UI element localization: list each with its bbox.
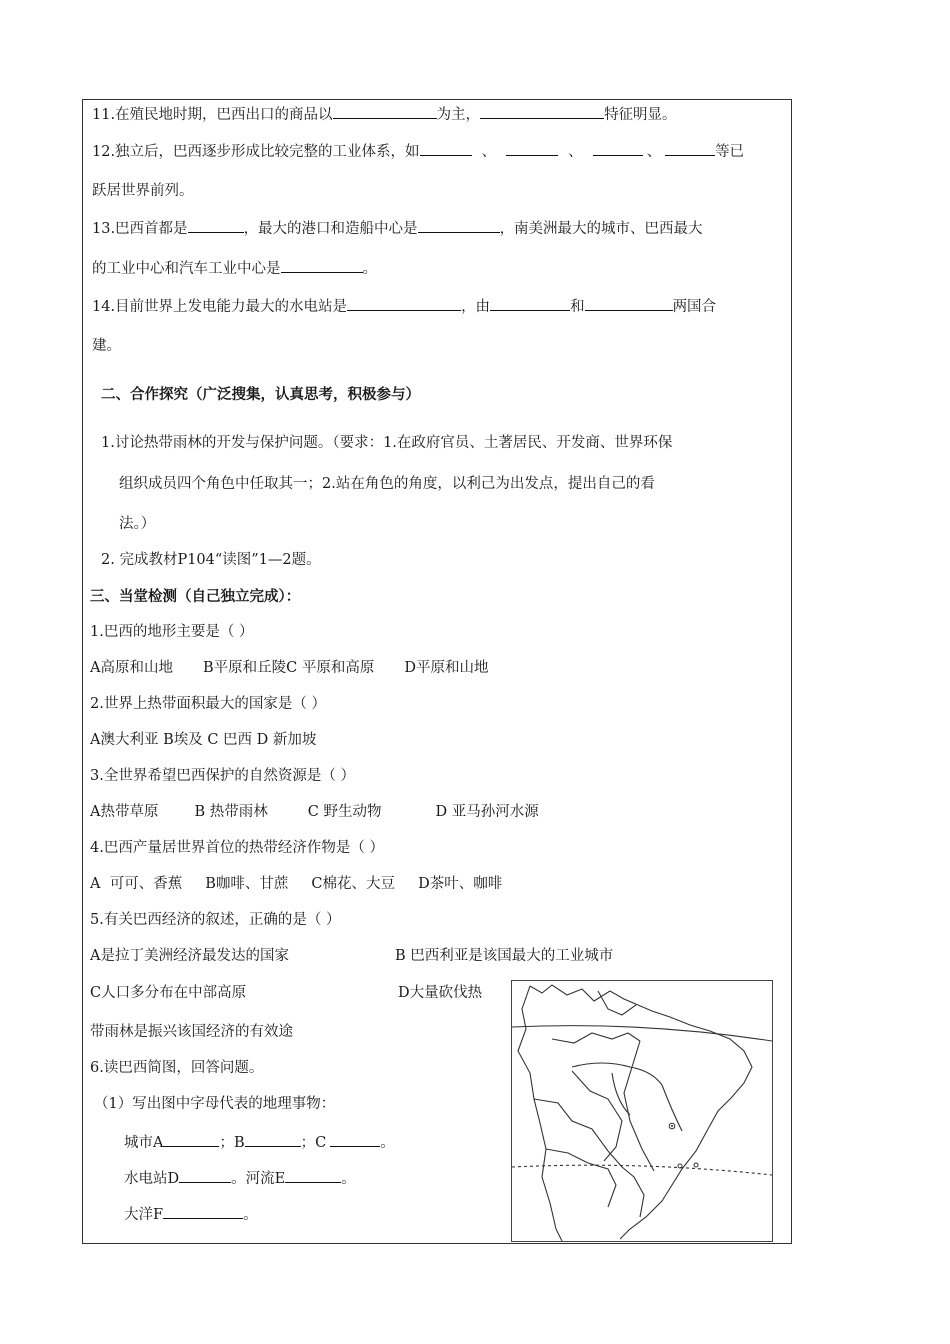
section-2-item-1-line3: 法。） xyxy=(119,516,156,532)
question-12: 12.独立后，巴西逐步形成比较完整的工业体系，如 、 、 、 等已 xyxy=(92,141,744,162)
blank[interactable] xyxy=(245,1132,301,1147)
section-2-item-2: 2. 完成教材P104“读图”1—2题。 xyxy=(101,552,321,568)
question-11: 11.在殖民地时期，巴西出口的商品以 为主， 特征明显。 xyxy=(92,104,677,125)
blank[interactable] xyxy=(480,104,604,119)
test-question-3: 3.全世界希望巴西保护的自然资源是（ ） xyxy=(90,768,355,784)
blank[interactable] xyxy=(506,141,558,156)
blank[interactable] xyxy=(333,104,437,119)
test-question-4-options: A 可可、香蕉 B咖啡、甘蔗 C棉花、大豆 D茶叶、咖啡 xyxy=(90,876,503,892)
question-14: 14.目前世界上发电能力最大的水电站是 ，由 和 两国合 xyxy=(92,296,716,317)
test-question-1-options: A高原和山地 B平原和丘陵C 平原和高原 D平原和山地 xyxy=(90,660,489,676)
blank[interactable] xyxy=(490,296,570,311)
blank[interactable] xyxy=(420,141,472,156)
question-12-line2: 跃居世界前列。 xyxy=(92,183,194,199)
section-2-title: 二、合作探究（广泛搜集，认真思考，积极参与） xyxy=(101,386,420,403)
section-2-item-1: 1.讨论热带雨林的开发与保护问题。（要求：1.在政府官员、土著居民、开发商、世界环保 xyxy=(101,435,673,451)
blank[interactable] xyxy=(163,1204,243,1219)
test-question-1: 1.巴西的地形主要是（ ） xyxy=(90,624,254,640)
test-question-3-options: A热带草原 B 热带雨林 C 野生动物 D 亚马孙河水源 xyxy=(90,804,539,820)
question-13: 13.巴西首都是 ，最大的港口和造船中心是 ，南美洲最大的城市、巴西最大 xyxy=(92,218,703,239)
section-2-item-1-line2: 组织成员四个角色中任取其一；2.站在角色的角度，以利己为出发点，提出自己的看 xyxy=(119,476,655,492)
blank[interactable] xyxy=(665,141,715,156)
test-question-4: 4.巴西产量居世界首位的热带经济作物是（ ） xyxy=(90,840,384,856)
blank[interactable] xyxy=(281,258,363,273)
question-14-line2: 建。 xyxy=(92,338,121,354)
test-question-2-options: A澳大利亚 B埃及 C 巴西 D 新加坡 xyxy=(90,732,317,748)
blank[interactable] xyxy=(418,218,500,233)
test-question-5-option-d: D大量砍伐热 xyxy=(398,985,483,1001)
blank[interactable] xyxy=(285,1168,341,1183)
test-question-6: 6.读巴西简图，回答问题。 xyxy=(90,1060,264,1076)
hydro-answers: 水电站D 。河流E 。 xyxy=(124,1168,356,1189)
test-question-2: 2.世界上热带面积最大的国家是（ ） xyxy=(90,696,326,712)
blank[interactable] xyxy=(330,1132,380,1147)
blank[interactable] xyxy=(179,1168,231,1183)
test-question-5: 5.有关巴西经济的叙述，正确的是（ ） xyxy=(90,912,341,928)
test-question-5-option-d-cont: 带雨林是振兴该国经济的有效途 xyxy=(90,1024,293,1040)
blank[interactable] xyxy=(347,296,461,311)
blank[interactable] xyxy=(188,218,244,233)
ocean-answers: 大洋F 。 xyxy=(124,1204,258,1225)
brazil-outline-map-icon xyxy=(512,981,772,1241)
blank[interactable] xyxy=(585,296,673,311)
section-3-title: 三、当堂检测（自己独立完成）： xyxy=(90,588,301,605)
test-question-5-option-a: A是拉丁美洲经济最发达的国家 xyxy=(90,948,289,964)
blank[interactable] xyxy=(593,141,643,156)
blank[interactable] xyxy=(163,1132,219,1147)
test-question-5-option-b: B 巴西利亚是该国最大的工业城市 xyxy=(395,948,614,964)
question-13-line2: 的工业中心和汽车工业中心是 。 xyxy=(92,258,377,279)
city-answers: 城市A ；B ；C 。 xyxy=(124,1132,395,1153)
test-question-5-option-c: C人口多分布在中部高原 xyxy=(90,985,247,1001)
test-question-6-part-1: （1）写出图中字母代表的地理事物： xyxy=(94,1096,336,1112)
brazil-map xyxy=(511,980,773,1242)
